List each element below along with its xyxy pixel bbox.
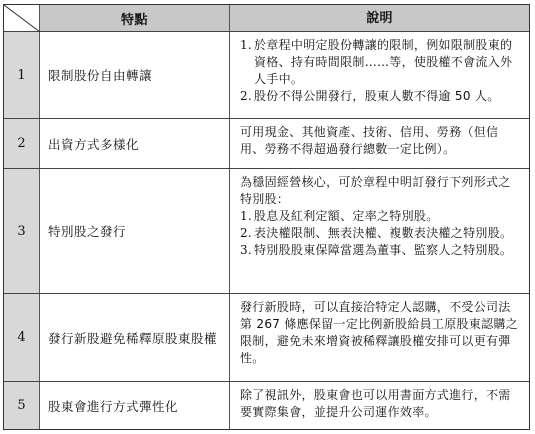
header-description: 說明 — [230, 5, 529, 31]
row-number: 4 — [4, 294, 40, 381]
row-feature: 特別股之發行 — [40, 169, 230, 293]
row-feature: 出資方式多樣化 — [40, 119, 230, 168]
row-description — [230, 119, 529, 168]
description-text: 除了視訊外，股東會也可以用書面方式進行，不需要實際集會，並提升公司運作效率。 — [240, 388, 511, 419]
diagonal-line-icon — [4, 5, 40, 32]
description-intro: 為穩固經營核心，可於章程中明訂發行下列形式之特別股： — [240, 175, 511, 206]
description-text: 發行新股時，可以直接洽特定人認購，不受公司法第 267 條應保留一定比例新股給員工原股東認購之限制，避免未來增資被稀釋讓股權安排可以更有彈性。 — [240, 300, 519, 365]
table-row — [4, 32, 529, 119]
header-corner — [4, 5, 40, 31]
row-number: 2 — [4, 119, 40, 168]
row-description — [230, 169, 529, 293]
row-description — [230, 382, 529, 429]
features-table — [3, 4, 530, 430]
table-row — [4, 294, 529, 382]
table-row — [4, 382, 529, 429]
description-text: 可用現金、其他資產、技術、信用、勞務（但信用、勞務不得超過發行總數一定比例）。 — [240, 125, 499, 156]
row-description — [230, 32, 529, 118]
row-number: 1 — [4, 32, 40, 118]
row-feature: 發行新股避免稀釋原股東股權 — [40, 294, 230, 381]
list-item: 3. 特別股股東保障當選為董事、監察人之特別股。 — [240, 243, 513, 257]
table-row — [4, 119, 529, 169]
list-item: 1. 於章程中明定股份轉讓的限制，例如限制股東的資格、持有時間限制……等，使股權不會流入外人手中。 — [240, 38, 513, 86]
row-number: 5 — [4, 382, 40, 429]
row-description — [230, 294, 529, 381]
list-item: 1. 股息及紅利定額、定率之特別股。 — [240, 209, 439, 223]
list-item: 2. 股份不得公開發行，股東人數不得逾 50 人。 — [240, 89, 500, 103]
table-row — [4, 169, 529, 294]
row-feature: 股東會進行方式彈性化 — [40, 382, 230, 429]
header-feature: 特點 — [40, 5, 230, 31]
table-header — [4, 5, 529, 32]
row-number: 3 — [4, 169, 40, 293]
row-feature: 限制股份自由轉讓 — [40, 32, 230, 118]
list-item: 2. 表決權限制、無表決權、複數表決權之特別股。 — [240, 226, 513, 240]
